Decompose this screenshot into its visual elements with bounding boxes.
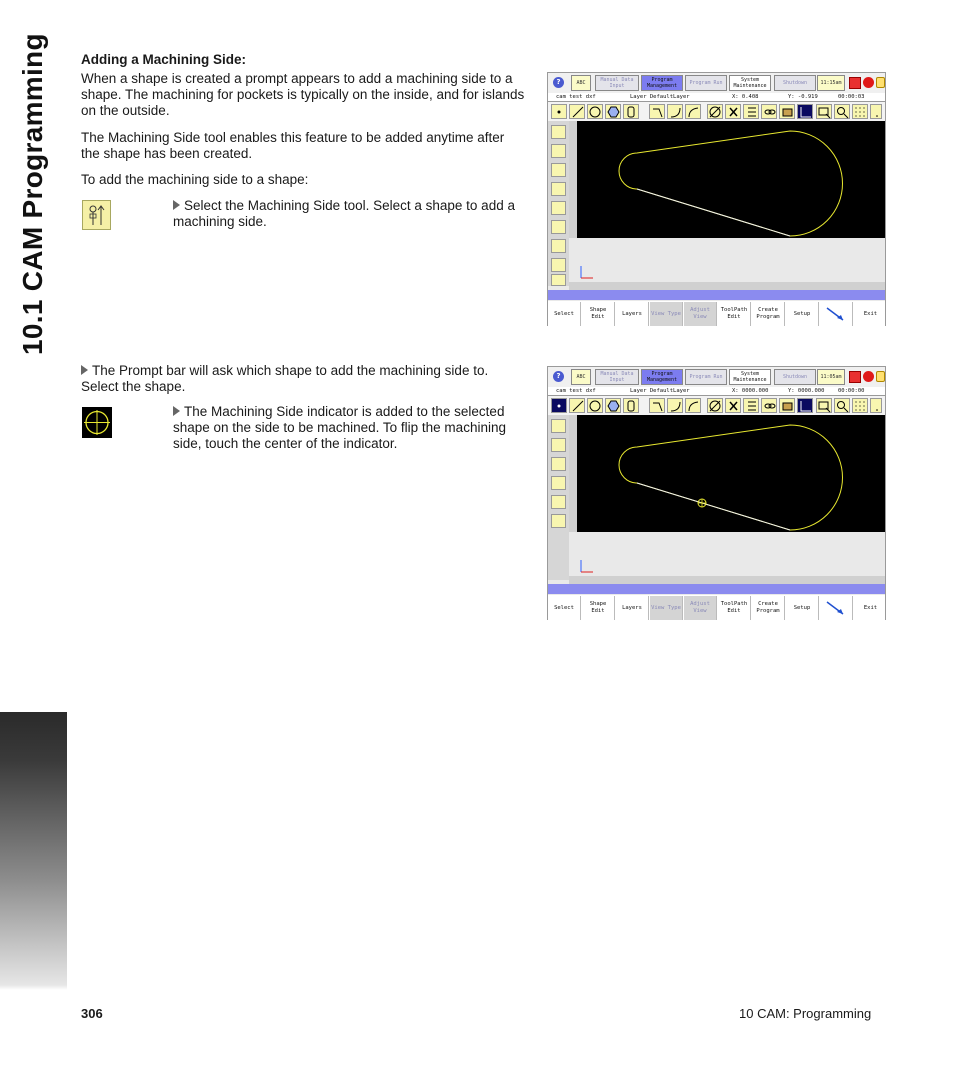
alarm-icon (863, 371, 874, 382)
y-coordinate: Y: -0.919 (788, 94, 818, 100)
softkey-select[interactable]: Select (548, 596, 581, 620)
diameter-tool-icon[interactable] (707, 398, 723, 413)
draw-toolbar (548, 102, 885, 121)
slot-tool-icon[interactable] (623, 104, 639, 119)
side-tool-icon-5[interactable] (551, 495, 566, 509)
side-toolbar (548, 415, 569, 580)
softkey-select[interactable]: Select (548, 302, 581, 326)
side-tool-icon-7[interactable] (551, 239, 566, 253)
elapsed-time: 00:00:00 (838, 388, 865, 394)
side-tool-icon-1[interactable] (551, 419, 566, 433)
side-toolbar (548, 121, 569, 286)
system-maintenance-button[interactable]: System Maintenance (729, 369, 771, 385)
softkey-adjust-view[interactable]: Adjust View (684, 302, 717, 326)
help-icon[interactable]: ? (553, 371, 564, 382)
system-maintenance-button[interactable]: System Maintenance (729, 75, 771, 91)
softkey-shape-edit[interactable]: Shape Edit (582, 596, 615, 620)
x-coordinate: X: 0000.000 (732, 388, 769, 394)
side-tool-icon-8[interactable] (551, 258, 566, 272)
screenshot-machining-indicator (547, 366, 886, 620)
softkey-setup[interactable]: Setup (786, 596, 819, 620)
softkey-create-program[interactable]: Create Program (752, 302, 785, 326)
help-icon[interactable]: ? (553, 77, 564, 88)
grid-icon[interactable] (852, 398, 868, 413)
machining-side-tool-icon[interactable] (551, 274, 566, 286)
circle-tool-icon[interactable] (587, 104, 603, 119)
ruler-tool-icon[interactable] (797, 104, 813, 119)
side-tool-icon-4[interactable] (551, 182, 566, 196)
grid-icon[interactable] (852, 104, 868, 119)
program-management-button[interactable]: Program Management (641, 369, 683, 385)
chamfer-tool-icon[interactable] (685, 398, 701, 413)
softkey-bar (548, 595, 885, 621)
layer-name: Layer DefaultLayer (630, 388, 690, 394)
softkey-exit[interactable]: Exit (863, 310, 878, 317)
program-management-button[interactable]: Program Management (641, 75, 683, 91)
horizontal-ruler (569, 282, 885, 290)
softkey-view-type[interactable]: View Type (650, 302, 683, 326)
side-tool-icon-2[interactable] (551, 438, 566, 452)
program-run-button[interactable]: Program Run (685, 369, 727, 385)
manual-data-input-button[interactable]: Manual Data Input (595, 369, 639, 385)
edit-tool-icon[interactable] (779, 104, 795, 119)
file-name: cam test dxf (556, 94, 596, 100)
step-select-tool: Select the Machining Side tool. Select a shape to add a machining side. (173, 198, 515, 229)
steps-intro: To add the machining side to a shape: (81, 172, 309, 187)
vertical-ruler (569, 121, 577, 238)
vertical-ruler (569, 415, 577, 532)
screenshot-select-tool (547, 72, 886, 326)
mode-bar (548, 367, 885, 387)
machining-side-indicator-icon (82, 407, 112, 438)
bullet-arrow-icon (81, 365, 88, 375)
list-tool-icon[interactable] (743, 398, 759, 413)
prompt-bar (548, 584, 885, 594)
more-tools-icon[interactable] (870, 398, 882, 413)
chapter-side-title: 10.1 CAM Programming (17, 33, 48, 355)
status-line (548, 387, 885, 396)
horizontal-ruler (569, 576, 885, 584)
file-name: cam test dxf (556, 388, 596, 394)
elapsed-time: 00:00:03 (838, 94, 865, 100)
softkey-adjust-view[interactable]: Adjust View (684, 596, 717, 620)
corner-tool-icon[interactable] (649, 398, 665, 413)
softkey-create-program[interactable]: Create Program (752, 596, 785, 620)
program-run-button[interactable]: Program Run (685, 75, 727, 91)
circle-tool-icon[interactable] (587, 398, 603, 413)
bullet-arrow-icon (173, 406, 180, 416)
prompt-bar (548, 290, 885, 300)
side-tool-icon-3[interactable] (551, 457, 566, 471)
side-tool-icon-4[interactable] (551, 476, 566, 490)
softkey-view-type[interactable]: View Type (650, 596, 683, 620)
status-line (548, 93, 885, 102)
softkey-toolpath-edit[interactable]: ToolPath Edit (718, 302, 751, 326)
slot-tool-icon[interactable] (623, 398, 639, 413)
ruler-tool-icon[interactable] (797, 398, 813, 413)
shutdown-button[interactable]: Shutdown (774, 75, 816, 91)
softkey-bar (548, 301, 885, 327)
alarm-icon (863, 77, 874, 88)
side-tool-icon-1[interactable] (551, 125, 566, 139)
softkey-setup[interactable]: Setup (786, 302, 819, 326)
corner-tool-icon[interactable] (649, 104, 665, 119)
abc-button[interactable]: ABC (571, 75, 591, 91)
softkey-toolpath-edit[interactable]: ToolPath Edit (718, 596, 751, 620)
unlock-icon[interactable] (876, 371, 885, 382)
fillet-tool-icon[interactable] (667, 398, 683, 413)
machining-side-tool-icon (82, 200, 111, 230)
list-tool-icon[interactable] (743, 104, 759, 119)
window-select-icon[interactable] (816, 398, 832, 413)
fillet-tool-icon[interactable] (667, 104, 683, 119)
intro-paragraph: When a shape is created a prompt appears to add a machining side to a shape. The machining for pockets is typically on the inside, and for islands on the outside. (81, 71, 525, 118)
softkey-layers[interactable]: Layers (616, 596, 649, 620)
point-tool-icon[interactable] (551, 398, 567, 413)
layer-name: Layer DefaultLayer (630, 94, 690, 100)
softkey-shape-edit[interactable]: Shape Edit (582, 302, 615, 326)
side-tool-icon-2[interactable] (551, 144, 566, 158)
more-tools-icon[interactable] (870, 104, 882, 119)
bullet-arrow-icon (173, 200, 180, 210)
shutdown-button[interactable]: Shutdown (774, 369, 816, 385)
stop-icon[interactable] (849, 371, 861, 383)
chamfer-tool-icon[interactable] (685, 104, 701, 119)
unlock-icon[interactable] (876, 77, 885, 88)
softkey-layers[interactable]: Layers (616, 302, 649, 326)
side-tool-icon-3[interactable] (551, 163, 566, 177)
x-coordinate: X: 0.408 (732, 94, 759, 100)
chain-tool-icon[interactable] (761, 104, 777, 119)
softkey-exit[interactable]: Exit (863, 604, 878, 611)
step-prompt-bar: The Prompt bar will ask which shape to add the machining side to. Select the shape. (81, 363, 489, 394)
clock: 11:15am (817, 75, 845, 91)
polygon-tool-icon[interactable] (605, 398, 621, 413)
draw-toolbar (548, 396, 885, 415)
section-heading: Adding a Machining Side: (81, 52, 246, 67)
clock: 11:05am (817, 369, 845, 385)
zoom-icon[interactable] (834, 398, 850, 413)
chain-tool-icon[interactable] (761, 398, 777, 413)
delete-tool-icon[interactable] (725, 398, 741, 413)
step-indicator: The Machining Side indicator is added to the selected shape on the side to be machined. To flip the machining side, touch the center of the indicator. (173, 404, 506, 451)
drawing-canvas[interactable] (577, 121, 885, 238)
side-tool-icon-5[interactable] (551, 201, 566, 215)
side-tool-icon-6[interactable] (551, 220, 566, 234)
drawing-canvas[interactable] (577, 415, 885, 532)
abc-button[interactable]: ABC (571, 369, 591, 385)
diameter-tool-icon[interactable] (707, 104, 723, 119)
stop-icon[interactable] (849, 77, 861, 89)
zoom-icon[interactable] (834, 104, 850, 119)
polygon-tool-icon[interactable] (605, 104, 621, 119)
y-coordinate: Y: 0000.000 (788, 388, 825, 394)
delete-tool-icon[interactable] (725, 104, 741, 119)
edit-tool-icon[interactable] (779, 398, 795, 413)
side-tool-icon-6[interactable] (551, 514, 566, 528)
line-tool-icon[interactable] (569, 104, 585, 119)
page-number: 306 (81, 1006, 103, 1021)
tool-paragraph: The Machining Side tool enables this feature to be added anytime after the shape has been created. (81, 130, 505, 161)
point-tool-icon[interactable] (551, 104, 567, 119)
softkey-toggle-arrow[interactable] (820, 596, 853, 620)
mode-bar (548, 73, 885, 93)
line-tool-icon[interactable] (569, 398, 585, 413)
manual-data-input-button[interactable]: Manual Data Input (595, 75, 639, 91)
softkey-toggle-arrow[interactable] (820, 302, 853, 326)
chapter-footer: 10 CAM: Programming (739, 1006, 872, 1021)
window-select-icon[interactable] (816, 104, 832, 119)
